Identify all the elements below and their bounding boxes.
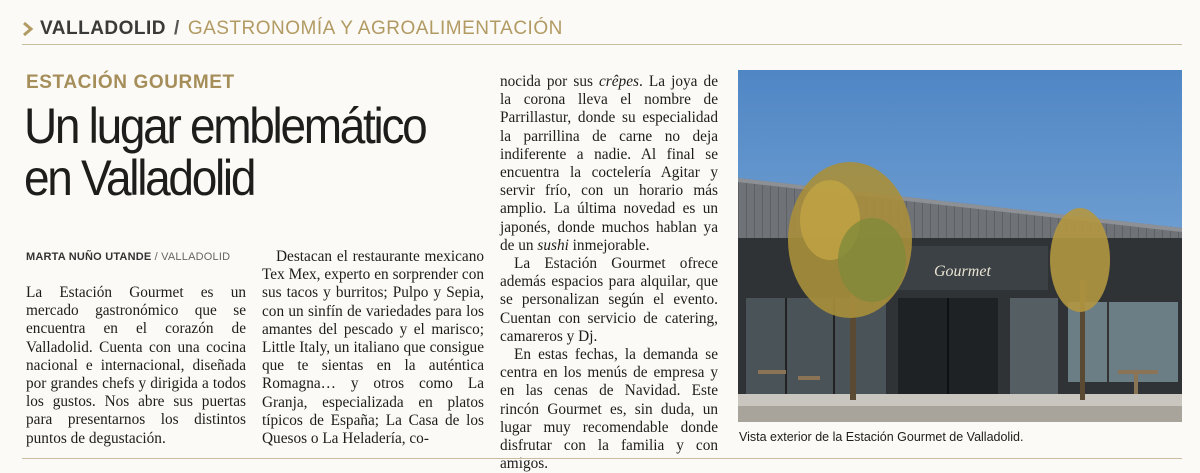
paragraph: La Estación Gourmet es un mercado gastronómico que se encuentra en el corazón de Valladolid. Cuenta con una cocina nacional e internacional, diseñada por grandes chefs y dirigida a todos los gustos. Nos abre sus puertas para presentarnos los distintos puntos de degustación. (26, 284, 246, 447)
article-headline (24, 100, 456, 204)
paragraph: En estas fechas, la demanda se centra en los menús de empresa y en las cenas de Navidad. Este rincón Gourmet es, sin duda, un lugar muy recomendable donde disfrutar con la familia y con amigos. (500, 346, 718, 473)
chevron-right-icon (22, 22, 34, 36)
photo-caption: Vista exterior de la Estación Gourmet de Valladolid. (739, 430, 1024, 444)
photo-sign: Gourmet (934, 263, 991, 280)
body-column-1 (26, 284, 246, 448)
paragraph: La Estación Gourmet ofrece además espacios para alquilar, que se personalizan según el evento. Cuentan con servicio de catering, camareros y Dj. (500, 255, 718, 345)
article-photo (738, 70, 1182, 422)
subsection-name[interactable]: GASTRONOMÍA Y AGROALIMENTACIÓN (187, 18, 563, 39)
body-column-3 (500, 73, 718, 473)
author-name: MARTA NUÑO UTANDE (26, 251, 152, 263)
footer-rule (22, 458, 1182, 459)
section-header (22, 14, 563, 44)
italic-term: sushi (537, 236, 569, 254)
italic-term: crêpes (599, 73, 639, 90)
paragraph (500, 73, 718, 255)
section-separator: / (174, 18, 180, 39)
paragraph: Destacan el restaurante mexicano Tex Mex, experto en sorprender con sus tacos y burritos; Pulpo y Sepia, con un sinfín de variedades para los amantes del pescado y el marisco; Little Italy, un italiano que consigue que te sientas en la auténtica Romagna… y otros como La Granja, especializada en platos típicos de España; La Casa de los Quesos o La Heladería, co- (262, 248, 484, 448)
storefront-illustration (738, 70, 1182, 422)
header-rule (22, 44, 1182, 45)
byline-location: / VALLADOLID (151, 251, 231, 263)
byline (26, 251, 230, 263)
paragraph-text: . La joya de la corona lleva el nombre de Parrillastur, donde su especialidad la parrillina de carne no deja indiferente a nadie. Al final se encuentra la coctelería Agitar y servir frío, con un horario más amplio. La última novedad es un japonés, donde muchos hablan ya de un (500, 73, 718, 254)
body-column-2 (262, 248, 484, 448)
headline-line-1: Un lugar emblemático (24, 98, 426, 154)
article-kicker: ESTACIÓN GOURMET (26, 72, 235, 93)
paragraph-text: nocida por sus (500, 73, 600, 90)
section-name[interactable]: VALLADOLID (40, 18, 167, 39)
paragraph-text: inmejorable. (568, 236, 650, 254)
headline-line-2: en Valladolid (24, 150, 255, 206)
